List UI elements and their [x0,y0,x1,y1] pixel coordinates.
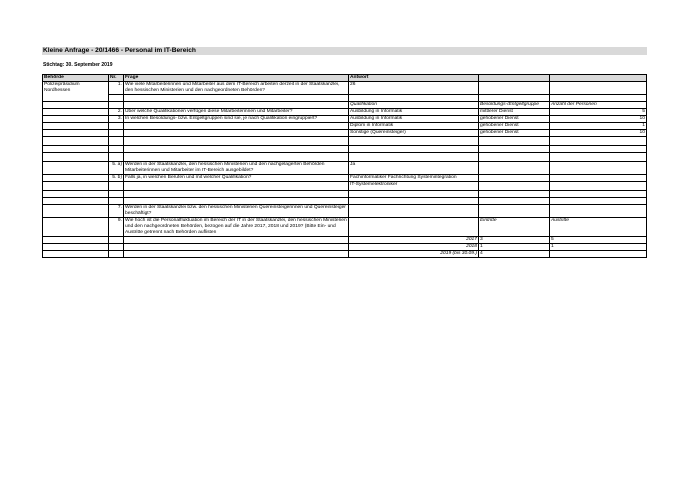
question-number: 2. [109,109,124,116]
header-frage: Frage [124,75,349,82]
question-text: Werden in der Staatskanzlei, den hessischen Ministerien und den nachgelagerten Behörden Mitarbeiterinnen und Mitarbeiter im IT-Bereich ausgebildet? [124,162,349,175]
header-nr: Nr. [109,75,124,82]
header-behoerde: Behörde [43,75,109,82]
answer-value: Ja [349,162,479,175]
question-text: In welchen Besoldungs- bzw. Entgeltgruppen sind sie, je nach Qualifikation eingruppiert? [124,116,349,123]
table-row [43,146,647,153]
eintritte-cell: 1 [479,244,550,251]
table-row [43,116,647,123]
anzahl-cell: 10 [550,116,647,123]
question-number: 9. [109,218,124,237]
austritte-cell [550,251,647,258]
table-row [43,251,647,258]
austritte-cell: 1 [550,244,647,251]
question-text: Werden in der Staatskanzlei bzw. den hessischen Ministerien Quereinsteigerinnen und Quereinsteiger beschäftigt? [124,205,349,218]
eintritte-cell: 3 [479,237,550,244]
table-row [43,130,647,137]
table-row [43,162,647,175]
eintritte-cell: 4 [479,251,550,258]
qual-cell: Ausbildung in Informatik [349,116,479,123]
table-row [43,175,647,182]
eintritte-header: Eintritte [479,218,550,237]
table-row [43,109,647,116]
answer-table [42,74,647,258]
anzahl-cell: 10 [550,130,647,137]
qual-cell: Sonstige (Quereinsteiger) [349,130,479,137]
anzahl-cell: 1 [550,123,647,130]
year-cell: 2018 [349,244,479,251]
answer-value: Fachinformatiker Fachrichtung Systemintegration [349,175,479,182]
table-row [43,95,647,102]
table-row [43,191,647,198]
answer-value: IT-Systemelektroniker [349,182,479,191]
qual-cell: Ausbildung in Informatik [349,109,479,116]
question-text: Wie hoch ist die Personalfluktuation im Bereich der IT in der Staatskanzlei, den hessischen Ministerien und den nachgeordneten Behörden, bezogen auf die Jahre 2017, 2018 und 2019? (Bitte Ein- und Austritte getrennt nach Behörden auflisten [125,218,347,235]
gruppe-cell: gehobener Dienst [479,123,550,130]
question-number: 3. [109,116,124,123]
answer-value: 26 [349,82,479,95]
table-row [43,153,647,162]
qual-cell: Diplom in Informatik [349,123,479,130]
table-header-row [43,75,647,82]
table-row [43,218,647,237]
question-number: 1. [109,82,124,95]
table-row [43,182,647,191]
question-text: Wie viele Mitarbeiterinnen und Mitarbeiter aus dem IT-Bereich arbeiten derzeit in der Staatskanzlei, den hessischen Ministerien und den nachgeordneten Behörden? [124,82,349,95]
table-row [43,237,647,244]
question-text: Falls ja, in welchen Berufen und mit welcher Qualifikation? [124,175,349,182]
gruppe-cell: mittlerer Dienst [479,109,550,116]
qual-header-gruppe: Besoldungs-/Entgeltgruppe [479,102,550,109]
year-cell: 2019 (bis 30.09.) [349,251,479,258]
table-row [43,198,647,205]
table-row [43,82,647,95]
question-number: 5. b) [109,175,124,182]
qual-header-qualifikation: Qualifikation [349,102,479,109]
austritte-header: Austritte [550,218,647,237]
question-number: 7. [109,205,124,218]
austritte-cell: 5 [550,237,647,244]
question-text: Über welche Qualifikationen verfügen diese Mitarbeiterinnen und Mitarbeiter? [124,109,349,116]
table-row [43,137,647,146]
qualification-header-row [43,102,647,109]
qual-header-anzahl: Anzahl der Personen [550,102,647,109]
document-title: Kleine Anfrage - 20/1466 - Personal im IT-Bereich [42,47,647,55]
anzahl-cell: 5 [550,109,647,116]
gruppe-cell: gehobener Dienst [479,130,550,137]
table-row [43,244,647,251]
behoerde-cell: Polizeipräsidium Nordhessen [43,82,109,102]
header-antwort: Antwort [349,75,479,82]
table-row [43,205,647,218]
stichtag-label: Stichtag: 30. September 2019 [43,62,113,68]
question-number: 5. a) [109,162,124,175]
year-cell: 2017 [349,237,479,244]
table-row [43,123,647,130]
gruppe-cell: gehobener Dienst [479,116,550,123]
